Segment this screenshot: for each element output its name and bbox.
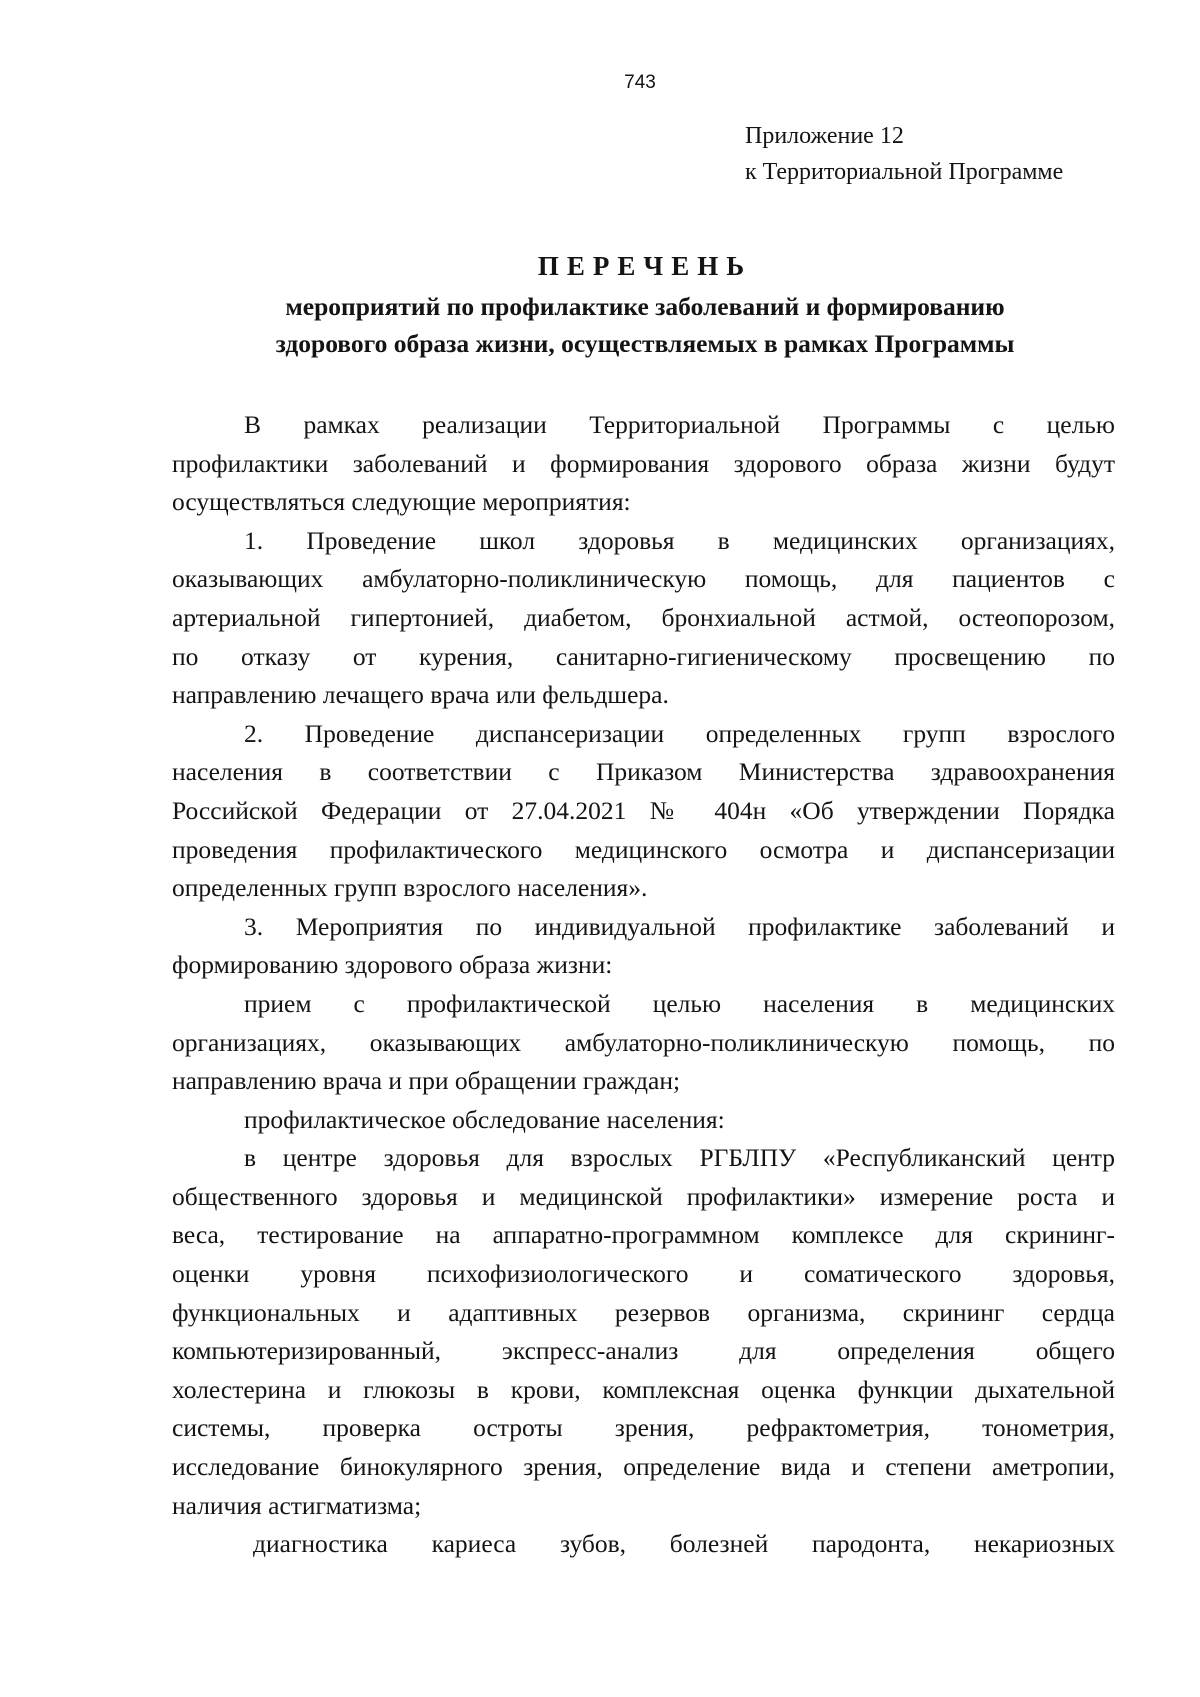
body-line: населения в соответствии с Приказом Министерства здравоохранения [172, 757, 1115, 787]
body-line: 1. Проведение школ здоровья в медицинских организациях, [244, 525, 1115, 555]
body-line: холестерина и глюкозы в крови, комплексная оценка функции дыхательной [172, 1374, 1115, 1404]
body-line: направлению лечащего врача или фельдшера. [172, 680, 669, 710]
body-line: направлению врача и при обращении граждан; [172, 1066, 681, 1096]
body-line: веса, тестирование на аппаратно-программном комплексе для скрининг- [172, 1220, 1115, 1250]
body-line: в центре здоровья для взрослых РГБЛПУ «Республиканский центр [244, 1143, 1115, 1173]
title-subtitle-line: мероприятий по профилактике заболеваний и формированию [285, 292, 1005, 321]
body-line: осуществляться следующие мероприятия: [172, 487, 631, 517]
document-title [170, 248, 1120, 362]
appendix-note [745, 118, 1063, 190]
appendix-line: к Территориальной Программе [745, 159, 1064, 185]
title-subtitle-line: здорового образа жизни, осуществляемых в рамках Программы [275, 329, 1015, 358]
body-line: артериальной гипертонией, диабетом, бронхиальной астмой, остеопорозом, [172, 602, 1115, 632]
body-line: Российской Федерации от 27.04.2021 № 404н «Об утверждении Порядка [172, 795, 1115, 825]
body-line: по отказу от курения, санитарно-гигиеническому просвещению по [172, 641, 1115, 671]
body-line: функциональных и адаптивных резервов организма, скрининг сердца [172, 1297, 1115, 1327]
body-line: компьютеризированный, экспресс-анализ для определения общего [172, 1336, 1115, 1366]
title-main: ПЕРЕЧЕНЬ [537, 251, 753, 281]
body-line: прием с профилактической целью населения в медицинских [244, 988, 1115, 1018]
body-line: оказывающих амбулаторно-поликлиническую помощь, для пациентов с [172, 564, 1115, 594]
body-line: организациях, оказывающих амбулаторно-поликлиническую помощь, по [172, 1027, 1115, 1057]
body-line: диагностика кариеса зубов, болезней пародонта, некариозных [253, 1529, 1115, 1559]
body-line: профилактики заболеваний и формирования здорового образа жизни будут [172, 448, 1115, 478]
body-line: исследование бинокулярного зрения, определение вида и степени аметропии, [172, 1452, 1115, 1482]
body-line: наличия астигматизма; [172, 1490, 422, 1520]
body-line: системы, проверка остроты зрения, рефрактометрия, тонометрия, [172, 1413, 1115, 1443]
body-line: оценки уровня психофизиологического и соматического здоровья, [172, 1259, 1115, 1289]
body-line: 3. Мероприятия по индивидуальной профилактике заболеваний и [244, 911, 1115, 941]
document-body [172, 406, 1115, 1564]
body-line: проведения профилактического медицинского осмотра и диспансеризации [172, 834, 1115, 864]
body-line: В рамках реализации Территориальной Программы с целью [244, 410, 1115, 439]
body-line: 2. Проведение диспансеризации определенных групп взрослого [244, 718, 1115, 748]
body-line: общественного здоровья и медицинской профилактики» измерение роста и [172, 1181, 1115, 1211]
appendix-line: Приложение 12 [745, 123, 904, 149]
body-line: формированию здорового образа жизни: [172, 950, 613, 980]
body-line: профилактическое обследование населения: [244, 1104, 725, 1134]
body-line: определенных групп взрослого населения». [172, 873, 648, 903]
page-number: 743 [624, 72, 656, 93]
